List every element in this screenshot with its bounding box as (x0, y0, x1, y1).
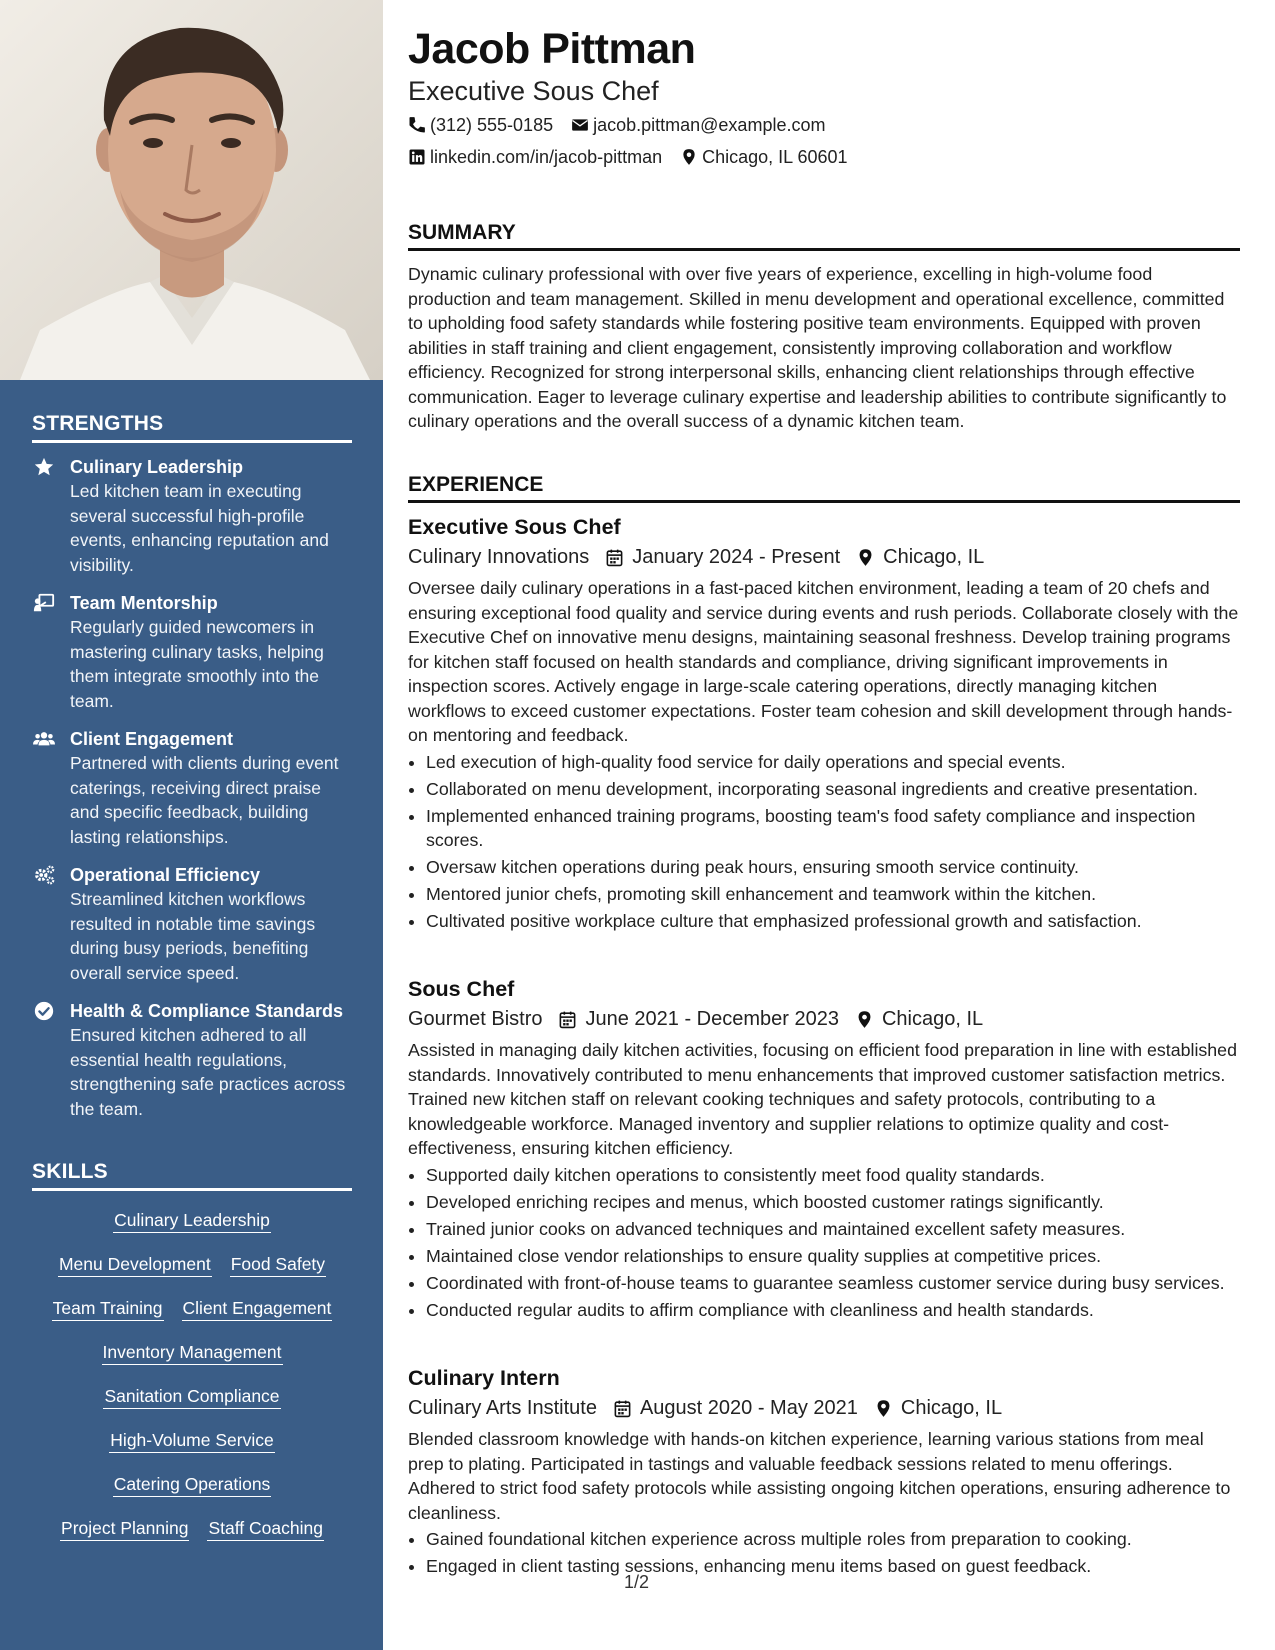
job-bullet: • Conducted regular audits to affirm compliance with cleanliness and health standards. (426, 1298, 1240, 1323)
map-pin-icon (874, 1399, 893, 1418)
job-location: Chicago, IL (900, 1397, 1003, 1419)
skill-tag: Sanitation Compliance (103, 1385, 280, 1409)
profile-photo (0, 0, 383, 380)
calendar-icon (613, 1399, 632, 1418)
contact-row (408, 113, 825, 137)
skill-tag: Staff Coaching (207, 1517, 323, 1541)
map-pin-icon (856, 548, 875, 567)
job-description: Assisted in managing daily kitchen activities, focusing on efficient food preparation in line with established standards. Innovatively contributed to menu enhancements that improved customer satisfaction metrics. Trained new kitchen staff on relevant cooking techniques and safety protocols, contributing to a knowledgeable workforce. Managed inventory and supplier relations to optimize quality and cost-effectiveness, ensuring kitchen efficiency. (408, 1040, 1237, 1158)
job-description: Oversee daily culinary operations in a fast-paced kitchen environment, leading a team of 20 chefs and ensuring exceptional food quality and service during events and rush periods. Collaborate closely with the Executive Chef on innovative menu designs, maintaining seasonal freshness. Develop training programs for kitchen staff focused on health standards and compliance, driving significant improvements in inspection scores. Actively engage in large-scale catering operations, directly managing kitchen workflows to exceed customer expectations. Foster team cohesion and skill development through hands-on mentoring and feedback. (408, 578, 1239, 745)
portrait-illustration (0, 0, 383, 380)
job-dates: June 2021 - December 2023 (585, 1008, 839, 1030)
calendar-icon (605, 548, 624, 567)
job-company: Culinary Innovations (408, 546, 590, 568)
email-text: jacob.pittman@example.com (593, 115, 826, 135)
job-bullet: • Mentored junior chefs, promoting skill enhancement and teamwork within the kitchen. (426, 882, 1240, 907)
job-bullets (408, 750, 1240, 934)
map-pin-icon (680, 148, 698, 166)
strength-title: Client Engagement (70, 729, 234, 749)
job-entry (408, 1363, 1240, 1581)
contact-row (408, 145, 848, 169)
strengths-heading: STRENGTHS (32, 412, 352, 443)
gears-icon (33, 864, 55, 886)
sidebar (0, 0, 383, 1650)
strength-description: Regularly guided newcomers in mastering culinary tasks, helping them integrate smoothly into the team. (70, 617, 324, 711)
job-bullet: • Gained foundational kitchen experience across multiple roles from preparation to cooking. (426, 1527, 1240, 1552)
phone-icon (408, 116, 426, 134)
skills-section (32, 1160, 352, 1561)
experience-heading: EXPERIENCE (408, 473, 1240, 503)
job-title: Culinary Intern (408, 1366, 560, 1390)
check-circle-icon (33, 1000, 55, 1022)
strength-title: Health & Compliance Standards (70, 1001, 344, 1021)
map-pin-icon (855, 1010, 874, 1029)
email-contact[interactable] (571, 113, 825, 137)
skill-tag: Menu Development (58, 1253, 212, 1277)
strength-title: Team Mentorship (70, 593, 218, 613)
job-location: Chicago, IL (881, 1008, 984, 1030)
skill-tag: Team Training (52, 1297, 164, 1321)
skill-tag: Inventory Management (102, 1341, 283, 1365)
strength-description: Ensured kitchen adhered to all essential health regulations, strengthening safe practices across the team. (70, 1025, 346, 1119)
strength-item (32, 455, 352, 577)
job-entry (408, 512, 1240, 936)
strength-item (32, 863, 352, 985)
job-title: Executive Sous Chef (408, 515, 621, 539)
job-bullet: • Oversaw kitchen operations during peak hours, ensuring smooth service continuity. (426, 855, 1240, 880)
skill-tag: Culinary Leadership (113, 1209, 271, 1233)
strength-title: Culinary Leadership (70, 457, 244, 477)
location-text: Chicago, IL 60601 (702, 147, 848, 167)
strength-item (32, 727, 352, 849)
users-icon (33, 728, 55, 750)
job-bullet: • Engaged in client tasting sessions, enhancing menu items based on guest feedback. (426, 1554, 1240, 1579)
skill-tag: Food Safety (230, 1253, 326, 1277)
job-bullet: • Led execution of high-quality food service for daily operations and special events. (426, 750, 1240, 775)
job-bullet: • Coordinated with front-of-house teams to guarantee seamless customer service during busy services. (426, 1271, 1240, 1296)
star-icon (33, 456, 55, 478)
skill-tag: Project Planning (60, 1517, 189, 1541)
strength-description: Partnered with clients during event caterings, receiving direct praise and specific feedback, building lasting relationships. (70, 753, 339, 847)
skills-list (32, 1209, 352, 1541)
job-company: Culinary Arts Institute (408, 1397, 597, 1419)
candidate-role: Executive Sous Chef (408, 76, 659, 106)
mentor-board-icon (33, 592, 55, 614)
phone-text: (312) 555-0185 (430, 115, 554, 135)
job-bullet: • Collaborated on menu development, incorporating seasonal ingredients and creative presentation. (426, 777, 1240, 802)
strength-title: Operational Efficiency (70, 865, 261, 885)
job-bullet: • Implemented enhanced training programs, boosting team's food safety compliance and inspection scores. (426, 804, 1240, 853)
envelope-icon (571, 116, 589, 134)
job-dates: January 2024 - Present (632, 546, 841, 568)
job-location: Chicago, IL (883, 546, 985, 568)
linkedin-contact[interactable] (408, 145, 662, 169)
job-bullet: • Supported daily kitchen operations to consistently meet food quality standards. (426, 1163, 1240, 1188)
candidate-name: Jacob Pittman (408, 25, 696, 73)
calendar-icon (558, 1010, 577, 1029)
strength-item (32, 999, 352, 1121)
page-number: 1/2 (624, 1572, 650, 1592)
job-bullet: • Trained junior cooks on advanced techniques and maintained excellent safety measures. (426, 1217, 1240, 1242)
job-bullets (408, 1527, 1240, 1579)
job-description: Blended classroom knowledge with hands-on kitchen experience, learning various stations from meal prep to plating. Participated in tastings and valuable feedback sessions related to menu offerings. Adhered to strict food safety protocols while assisting ongoing kitchen operations, ensuring adherence to cleanliness. (408, 1429, 1231, 1523)
skills-heading: SKILLS (32, 1160, 352, 1191)
job-bullet: • Cultivated positive workplace culture that emphasized professional growth and satisfaction. (426, 909, 1240, 934)
phone-contact[interactable] (408, 113, 553, 137)
job-bullet: • Developed enriching recipes and menus, which boosted customer ratings significantly. (426, 1190, 1240, 1215)
job-bullet: • Maintained close vendor relationships to ensure quality supplies at competitive prices. (426, 1244, 1240, 1269)
skill-tag: Catering Operations (113, 1473, 272, 1497)
job-meta (408, 1393, 1240, 1423)
job-title: Sous Chef (408, 977, 515, 1001)
linkedin-icon (408, 148, 426, 166)
job-company: Gourmet Bistro (408, 1008, 543, 1030)
linkedin-text: linkedin.com/in/jacob-pittman (430, 147, 663, 167)
summary-heading: SUMMARY (408, 221, 1240, 251)
job-entry (408, 974, 1240, 1325)
strength-item (32, 591, 352, 713)
strength-description: Streamlined kitchen workflows resulted in notable time savings during busy periods, benefiting overall service speed. (70, 889, 316, 983)
job-meta (408, 1004, 1240, 1034)
skill-tag: Client Engagement (182, 1297, 333, 1321)
skill-tag: High-Volume Service (109, 1429, 274, 1453)
job-meta (408, 542, 1240, 572)
summary-text: Dynamic culinary professional with over five years of experience, excelling in high-volume food production and team management. Skilled in menu development and operational excellence, committed to upholding food safety standards while fostering positive team environments. Equipped with proven abilities in staff training and client engagement, consistently improving collaboration and workflow efficiency. Recognized for strong interpersonal skills, enhancing client relationships through effective communication. Eager to leverage culinary expertise and leadership abilities to contribute significantly to culinary operations and the overall success of a dynamic kitchen team. (408, 264, 1227, 431)
strengths-section (32, 412, 352, 1135)
location-contact (680, 145, 847, 169)
job-dates: August 2020 - May 2021 (639, 1397, 858, 1419)
job-bullets (408, 1163, 1240, 1323)
strength-description: Led kitchen team in executing several successful high-profile events, enhancing reputation and visibility. (70, 481, 329, 575)
